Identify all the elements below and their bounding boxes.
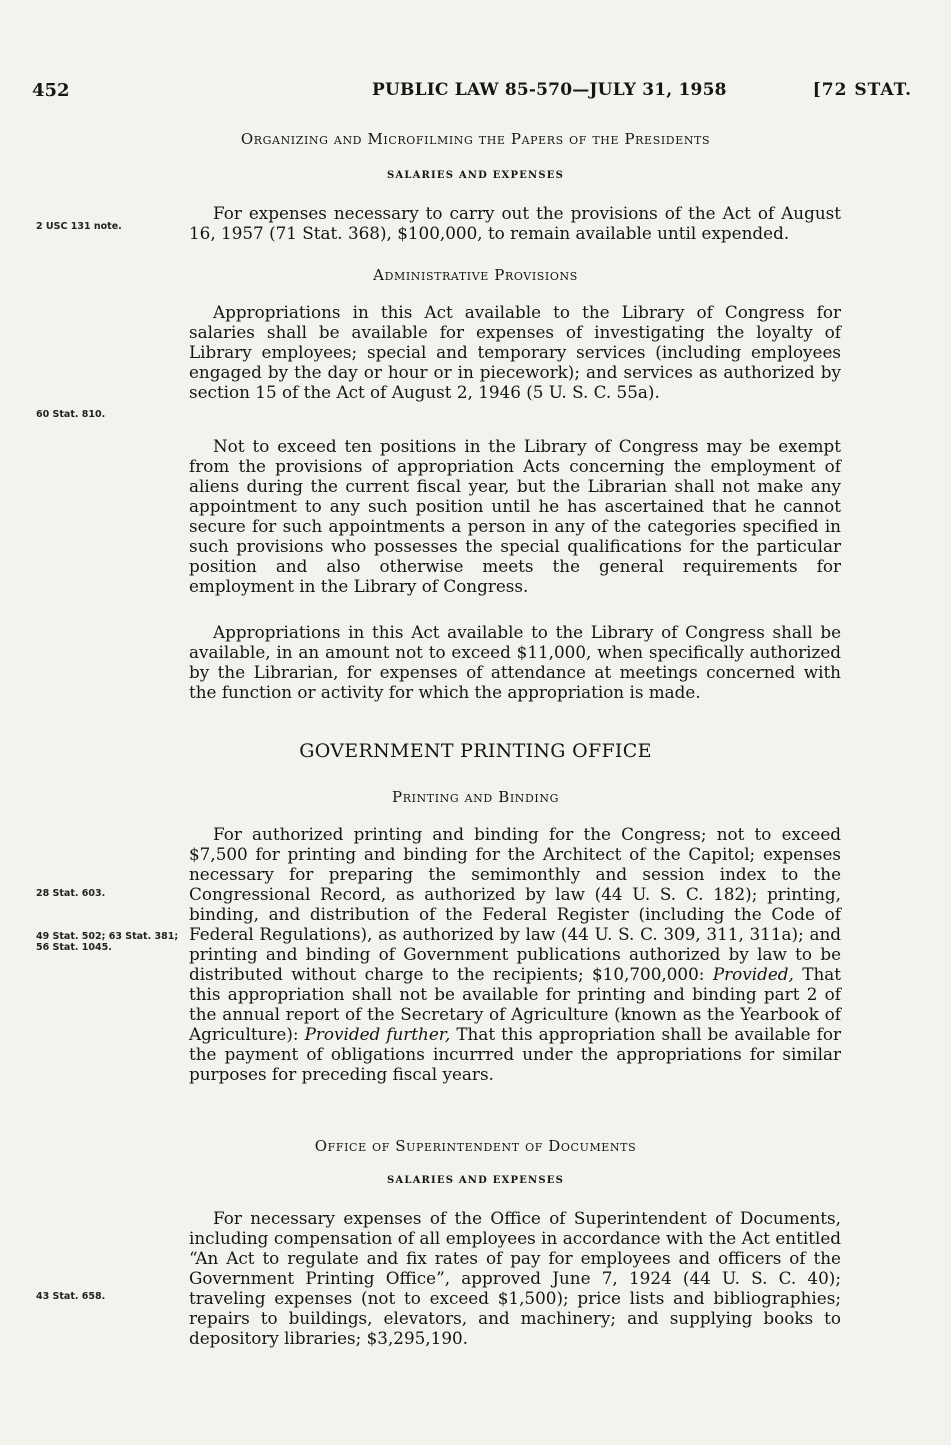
margin-note: 49 Stat. 502; 63 Stat. 381; 56 Stat. 1045.: [36, 931, 179, 953]
printing-text-c: That this appropriation shall be available for the payment of obligations incurrred under the appropriations for similar purposes for preceding fiscal years.: [189, 1024, 841, 1084]
running-title: PUBLIC LAW 85-570—JULY 31, 1958: [372, 80, 727, 100]
subheading-salaries: SALARIES AND EXPENSES: [386, 170, 565, 181]
paragraph-admin-1: Appropriations in this Act available to the Library of Congress for salaries shall be available for expenses of investigating the loyalty of Library employees; special and temporary services (including employees engaged by the day or hour or in piecework); and services as authorized by section 15 of the Act of August 2, 1946 (5 U. S. C. 55a).: [189, 302, 841, 402]
page-header: [32, 80, 912, 110]
provided-further-term: Provided further,: [304, 1024, 451, 1044]
section-heading-organizing: Organizing and Microfilming the Papers of the Presidents: [240, 130, 711, 148]
subheading-salaries-2: SALARIES AND EXPENSES: [386, 1175, 565, 1186]
margin-note: 28 Stat. 603.: [36, 888, 106, 899]
statute-reference: [72 STAT.: [812, 80, 912, 100]
section-heading-superintendent: Office of Superintendent of Documents: [314, 1137, 637, 1155]
margin-note: 43 Stat. 658.: [36, 1291, 106, 1302]
page-number: 452: [32, 80, 70, 101]
paragraph-superintendent: For necessary expenses of the Office of Superintendent of Documents, including compensation of all employees in accordance with the Act entitled “An Act to regulate and fix rates of pay for employees and officers of the Government Printing Office”, approved June 7, 1924 (44 U. S. C. 40); traveling expenses (not to exceed $1,500); price lists and bibliographies; repairs to buildings, elevators, and machinery; and supplying books to depository libraries; $3,295,190.: [189, 1208, 841, 1348]
section-heading-administrative: Administrative Provisions: [373, 266, 578, 284]
paragraph-printing: [189, 824, 841, 1084]
margin-note: 2 USC 131 note.: [36, 221, 122, 232]
paragraph-admin-3: Appropriations in this Act available to the Library of Congress shall be available, in an amount not to exceed $11,000, when specifically authorized by the Librarian, for expenses of attendance at meetings concerned with the function or activity for which the appropriation is made.: [189, 622, 841, 702]
section-heading-gpo: GOVERNMENT PRINTING OFFICE: [299, 740, 652, 762]
paragraph-admin-2: Not to exceed ten positions in the Library of Congress may be exempt from the provisions of appropriation Acts concerning the employment of aliens during the current fiscal year, but the Librarian shall not make any appointment to any such position until he has ascertained that he cannot secure for such appointments a person in any of the categories specified in such provisions who possesses the special qualifications for the particular position and also otherwise meets the general requirements for employment in the Library of Congress.: [189, 436, 841, 596]
provided-term: Provided,: [712, 964, 794, 984]
printing-text-b: That this appropriation shall not be available for printing and binding part 2 of the annual report of the Secretary of Agriculture (known as the Yearbook of Agriculture):: [189, 964, 841, 1044]
margin-note: 60 Stat. 810.: [36, 409, 106, 420]
paragraph-organizing: For expenses necessary to carry out the provisions of the Act of August 16, 1957 (71 Stat. 368), $100,000, to remain available until expended.: [189, 203, 841, 243]
section-heading-printing: Printing and Binding: [392, 788, 559, 806]
printing-text-a: For authorized printing and binding for the Congress; not to exceed $7,500 for printing and binding for the Architect of the Capitol; expenses necessary for preparing the semimonthly and session index to the Congressional Record, as authorized by law (44 U. S. C. 182); printing, binding, and distribution of the Federal Register (including the Code of Federal Regulations), as authorized by law (44 U. S. C. 309, 311, 311a); and printing and binding of Government publications authorized by law to be distributed without charge to the recipients; $10,700,000:: [189, 824, 841, 984]
